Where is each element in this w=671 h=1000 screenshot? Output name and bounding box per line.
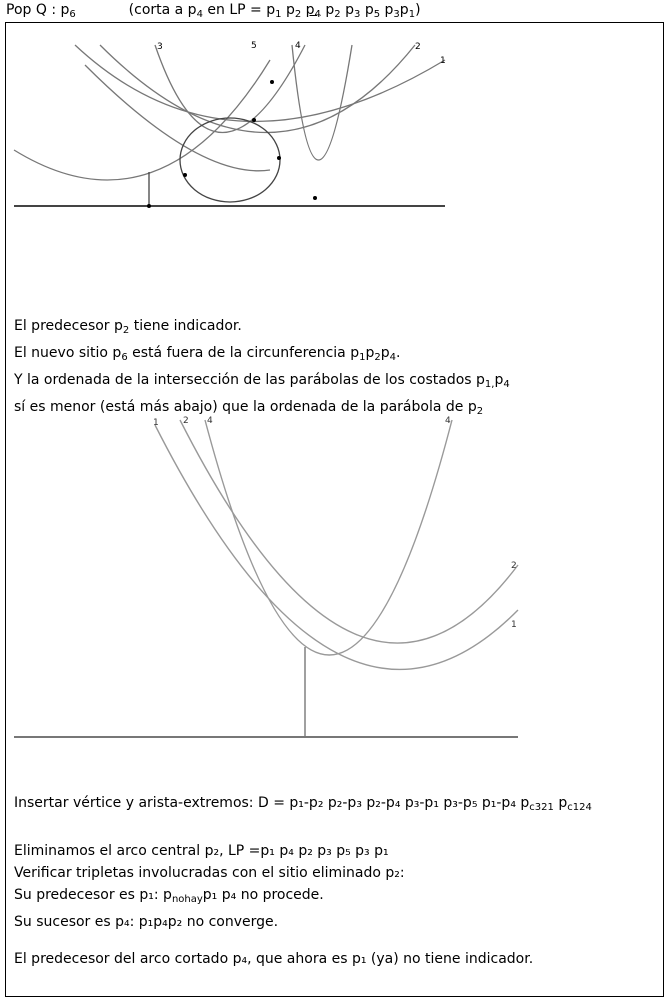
curve-label: 2 [511,561,517,571]
text-line: Su predecesor es p₁: $p_{nohay}p_1$ p₄ no procede. [14,887,324,905]
lp-item: $p_2$ [325,2,341,20]
lp-item: $p_2$ [285,2,302,20]
text-line: El nuevo sitio $p_6$ está fuera de la circunferencia $p_1p_2p_4$. [14,345,401,363]
lp-item: $p_1$ [266,2,282,20]
header-note: (corta a $p_4$ en LP = $p_1$ $p_2$ $p_4$ $p_2$ $p_3$ $p_5$ $p_3p_1$) [128,2,421,20]
curve-label: 4 [207,416,213,426]
header-title: Pop Q : $p_6$ [6,2,76,20]
lp-item: $p_1$ [399,2,416,20]
parabola-4 [292,45,352,160]
curve-label: 1 [511,620,517,630]
circumcircle [180,118,280,202]
lp-sequence [266,2,415,18]
curve-label: 5 [251,41,257,51]
site-point [147,204,151,208]
parabola-2 [180,420,518,643]
curve-label: 1 [440,56,446,66]
text-line: sí es menor (está más abajo) que la ordenada de la parábola de $p_2$ [14,399,484,417]
paragraph-2: Insertar vértice y arista-extremos: D = p₁-p₂ p₂-p₃ p₂-p₄ p₃-p₁ p₃-p₅ p₁-p₄ $p_{c321}$ $p_{c124}$ [14,795,592,813]
paragraph-4: El predecesor del arco cortado p₄, que ahora es p₁ (ya) no tiene indicador. [14,951,534,967]
parabola-1 [155,425,518,669]
site-point [313,196,317,200]
figure-parabolas-2 [0,405,671,745]
text-line: Verificar tripletas involucradas con el sitio eliminado p₂: [14,865,405,881]
parabola-1 [75,45,445,121]
curve-label: 2 [183,416,189,426]
text-line: Y la ordenada de la intersección de las parábolas de los costados $p_{1,}p_4$ [14,372,510,390]
paragraph-3 [14,840,405,933]
lp-item: $p_3$ [345,2,361,20]
lp-item: $p_5$ [364,2,381,20]
curve-label: 4 [445,416,451,426]
lp-item: $p_3$ [384,2,400,20]
curve-label: 2 [415,42,421,52]
lp-item-underlined: $p_4$ [305,2,321,20]
figure-parabolas-1 [0,30,671,260]
site-point [277,156,281,160]
text-line: Su sucesor es p₄: p₁p₄p₂ no converge. [14,914,279,930]
curve-label: 3 [157,42,163,52]
curve-label: 1 [153,418,159,428]
text-line: El predecesor $p_2$ tiene indicador. [14,318,242,336]
site-point [183,173,187,177]
parabola-2 [100,45,415,133]
site-point [270,80,274,84]
site-point [252,118,256,122]
parabola-6 [85,65,270,171]
text-line: Eliminamos el arco central p₂, LP =p₁ p₄ p₂ p₃ p₅ p₃ p₁ [14,843,389,859]
curve-label: 4 [295,41,301,51]
page-header [6,2,421,20]
